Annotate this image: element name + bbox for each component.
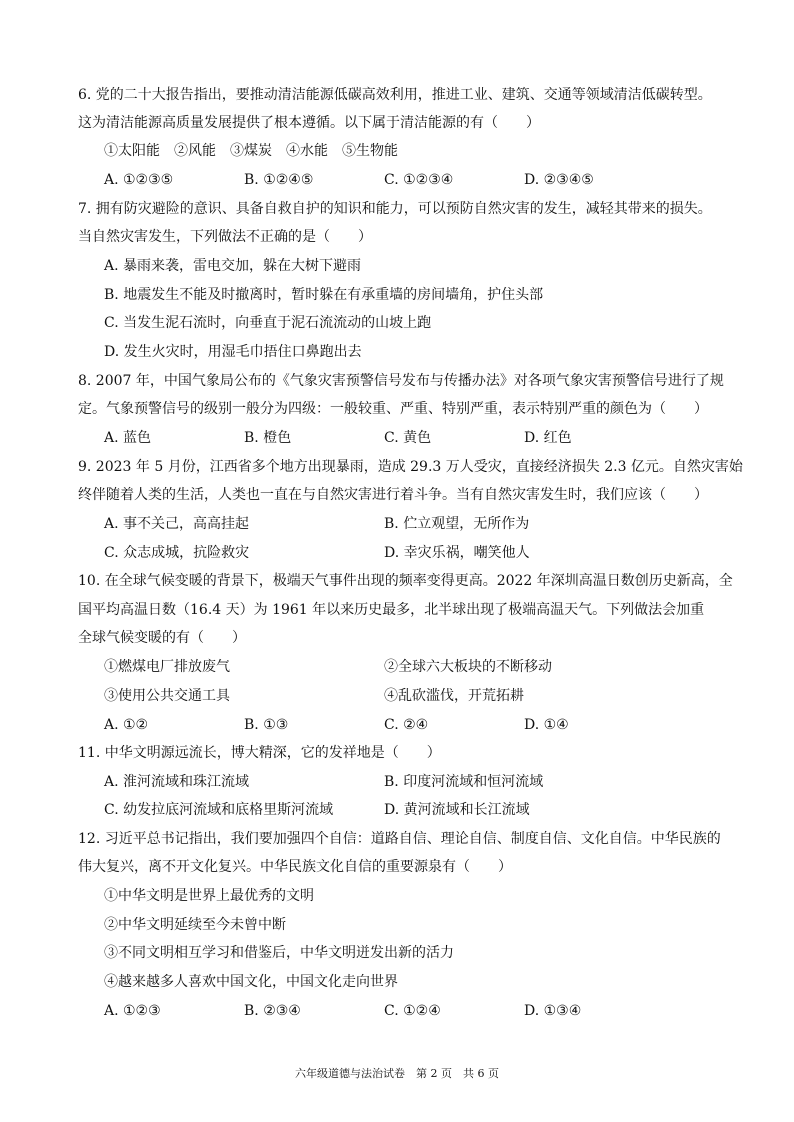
question-10-stem-line-2: 国平均高温日数（16.4 天）为 1961 年以来历史最多，北半球出现了极端高温天气。下列做法会加重	[78, 602, 705, 618]
question-7-option-c: C. 当发生泥石流时，向垂直于泥石流流动的山坡上跑	[104, 315, 432, 331]
option-c: C. ①②③④	[384, 172, 454, 188]
option-c: C. 幼发拉底河流域和底格里斯河流域	[104, 802, 334, 818]
question-7-stem-line-2: 当自然灾害发生，下列做法不正确的是（ ）	[78, 229, 372, 245]
option-d: D. ②③④⑤	[524, 172, 594, 188]
option-a: A. ①②③⑤	[104, 172, 174, 188]
option-b: B. 印度河流域和恒河流域	[384, 774, 544, 790]
option-a: A. ①②③	[104, 1003, 161, 1019]
item-3: ③使用公共交通工具	[104, 688, 230, 704]
question-8-stem-line-1: 8. 2007 年，中国气象局公布的《气象灾害预警信号发布与传播办法》对各项气象灾害预警信号进行了规	[78, 373, 724, 389]
question-10-stem-line-1: 10. 在全球气候变暖的背景下，极端天气事件出现的频率变得更高。2022 年深圳高温日数创历史新高，全	[78, 573, 733, 589]
question-10-options	[104, 716, 664, 734]
option-c: C. 黄色	[384, 430, 432, 446]
item-4: ④乱砍滥伐，开荒拓耕	[384, 688, 524, 704]
question-12-item-1: ①中华文明是世界上最优秀的文明	[104, 888, 314, 904]
question-7-option-b: B. 地震发生不能及时撤离时，暂时躲在有承重墙的房间墙角，护住头部	[104, 287, 544, 303]
question-11-options-row-1	[104, 773, 704, 791]
question-10-items-row-1	[104, 658, 704, 676]
item-2: ②全球六大板块的不断移动	[384, 659, 552, 675]
option-c: C. 众志成城，抗险救灾	[104, 545, 250, 561]
option-b: B. 伫立观望，无所作为	[384, 516, 530, 532]
option-b: B. 橙色	[244, 430, 292, 446]
option-b: B. ②③④	[244, 1003, 301, 1019]
option-d: D. 黄河流域和长江流域	[384, 802, 530, 818]
question-11-options-row-2	[104, 801, 704, 819]
page-footer: 六年级道德与法治试卷 第 2 页 共 6 页	[295, 1067, 499, 1080]
question-12-options	[104, 1002, 664, 1020]
option-c: C. ②④	[384, 717, 429, 733]
question-7-option-a: A. 暴雨来袭，雷电交加，躲在大树下避雨	[104, 258, 362, 274]
item-1: ①燃煤电厂排放废气	[104, 659, 230, 675]
question-12-item-4: ④越来越多人喜欢中国文化，中国文化走向世界	[104, 974, 398, 990]
question-11-stem-line-1: 11. 中华文明源远流长，博大精深，它的发祥地是（ ）	[78, 745, 441, 761]
option-b: B. ①③	[244, 717, 289, 733]
question-10-items-row-2	[104, 687, 704, 705]
question-6-stem-line-1: 6. 党的二十大报告指出，要推动清洁能源低碳高效利用，推进工业、建筑、交通等领域清洁低碳转型。	[78, 87, 712, 103]
option-a: A. 蓝色	[104, 430, 152, 446]
question-9-options-row-1	[104, 515, 704, 533]
option-d: D. ①③④	[524, 1003, 582, 1019]
question-12-stem-line-1: 12. 习近平总书记指出，我们要加强四个自信：道路自信、理论自信、制度自信、文化自信。中华民族的	[78, 831, 721, 847]
question-9-options-row-2	[104, 544, 704, 562]
question-9-stem-line-1: 9. 2023 年 5 月份，江西省多个地方出现暴雨，造成 29.3 万人受灾，直接经济损失 2.3 亿元。自然灾害始	[78, 459, 743, 475]
option-b: B. ①②④⑤	[244, 172, 314, 188]
question-12-item-3: ③不同文明相互学习和借鉴后，中华文明迸发出新的活力	[104, 945, 454, 961]
question-9-stem-line-2: 终伴随着人类的生活，人类也一直在与自然灾害进行着斗争。当有自然灾害发生时，我们应该（ ）	[78, 487, 708, 503]
question-8-stem-line-2: 定。气象预警信号的级别一般分为四级：一般较重、严重、特别严重，表示特别严重的颜色为（ ）	[78, 401, 708, 417]
question-12-stem-line-2: 伟大复兴，离不开文化复兴。中华民族文化自信的重要源泉有（ ）	[78, 859, 512, 875]
option-d: D. 幸灾乐祸，嘲笑他人	[384, 545, 530, 561]
question-12-item-2: ②中华文明延续至今未曾中断	[104, 917, 286, 933]
option-d: D. ①④	[524, 717, 569, 733]
question-6-items: ①太阳能 ②风能 ③煤炭 ④水能 ⑤生物能	[104, 143, 398, 159]
question-7-option-d: D. 发生火灾时，用湿毛巾捂住口鼻跑出去	[104, 344, 362, 360]
question-10-stem-line-3: 全球气候变暖的有（ ）	[78, 630, 246, 646]
option-a: A. 淮河流域和珠江流域	[104, 774, 250, 790]
option-a: A. ①②	[104, 717, 149, 733]
question-8-options	[104, 429, 664, 447]
question-7-stem-line-1: 7. 拥有防灾避险的意识、具备自救自护的知识和能力，可以预防自然灾害的发生，减轻其带来的损失。	[78, 201, 712, 217]
option-d: D. 红色	[524, 430, 572, 446]
option-a: A. 事不关己，高高挂起	[104, 516, 250, 532]
question-6-stem-line-2: 这为清洁能源高质量发展提供了根本遵循。以下属于清洁能源的有（ ）	[78, 115, 540, 131]
question-6-options	[104, 171, 664, 189]
option-c: C. ①②④	[384, 1003, 441, 1019]
